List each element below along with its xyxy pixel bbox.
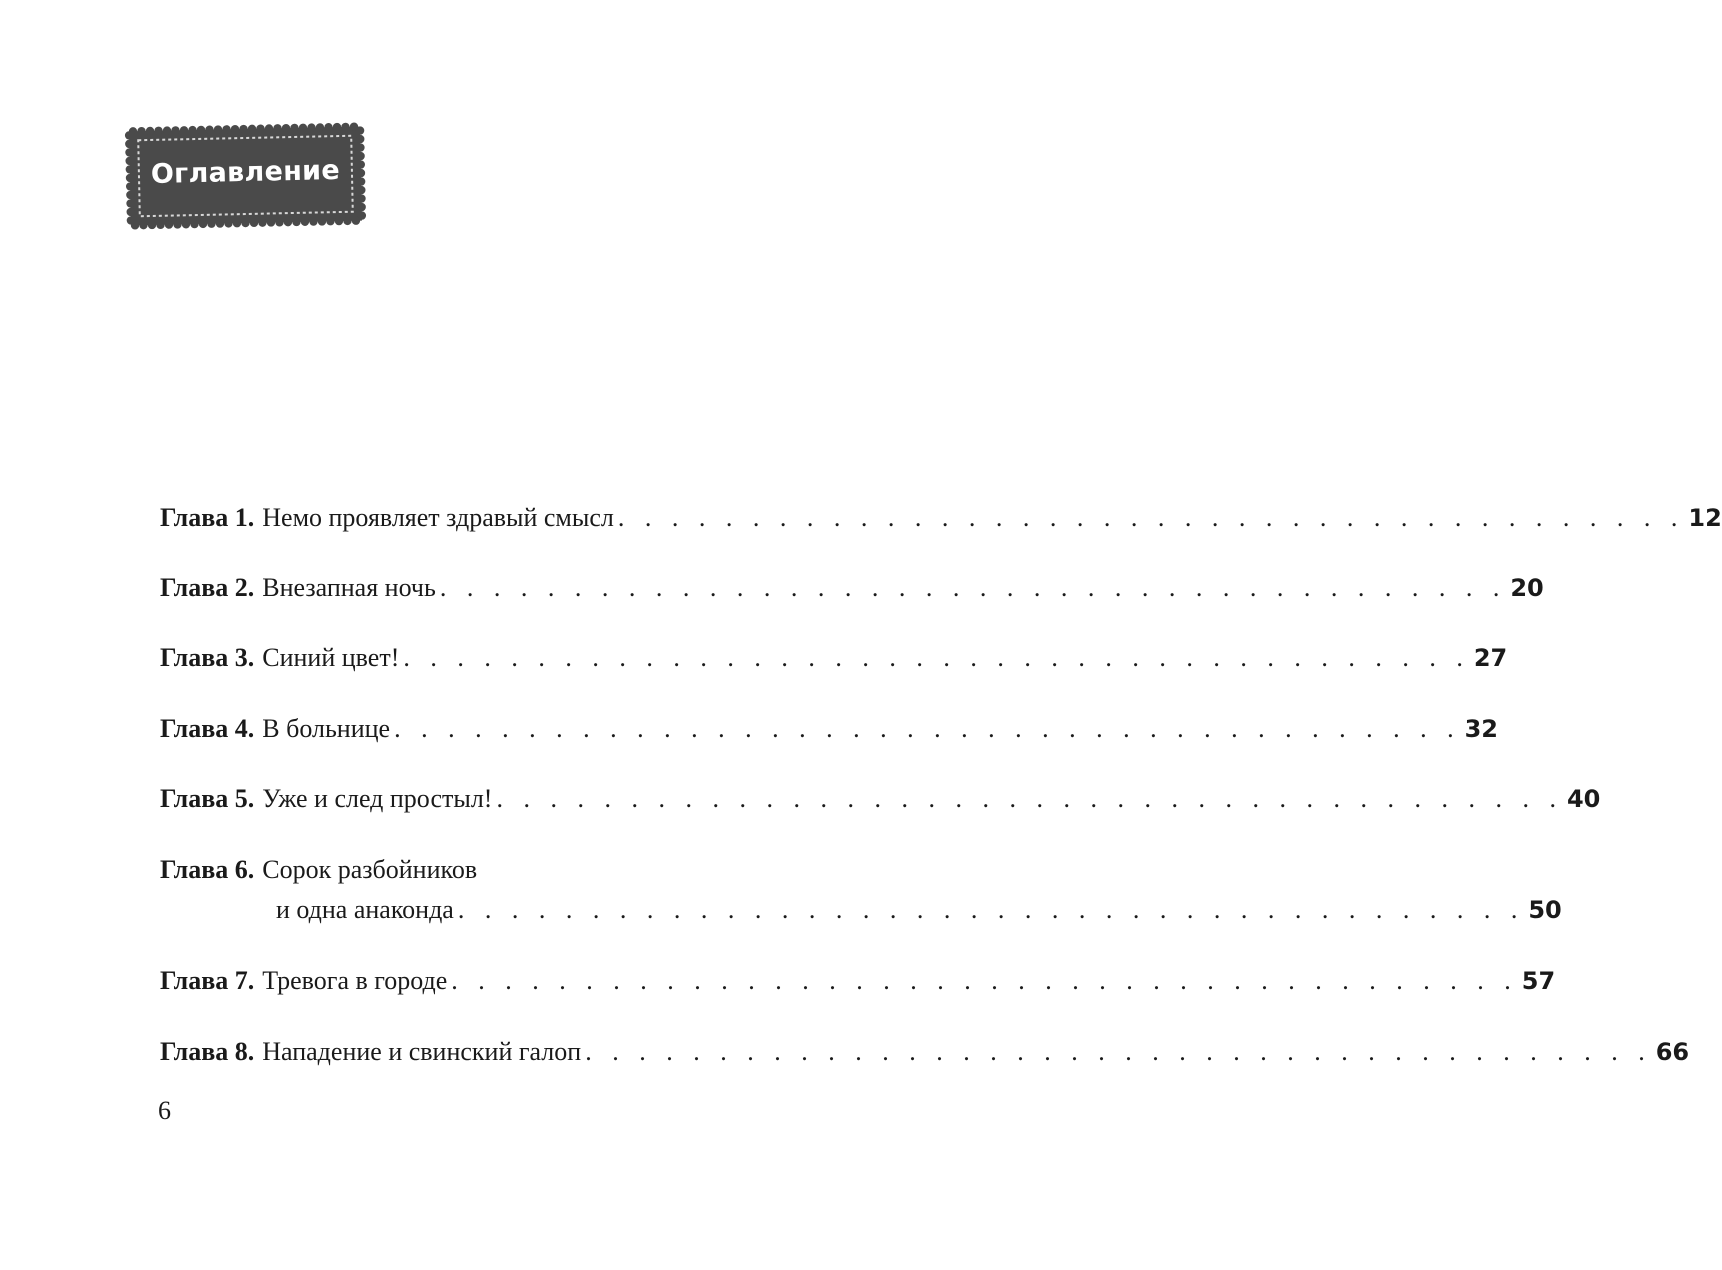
dot-leader: . . . . . . . . . . . . . . . . . . . . . . . . . . . . . . . . . . . . . . . . bbox=[439, 573, 1507, 602]
chapter-label: Глава 2. bbox=[160, 573, 255, 602]
dot-leader: . . . . . . . . . . . . . . . . . . . . . . . . . . . . . . . . . . . . . . . . bbox=[394, 714, 1461, 743]
chapter-page-number: 20 bbox=[1510, 574, 1544, 602]
toc-entry bbox=[160, 1032, 1690, 1072]
dot-leader: . . . . . . . . . . . . . . . . . . . . . . . . . . . . . . . . . . . . . . . . bbox=[617, 503, 1685, 532]
chapter-page-number: 40 bbox=[1566, 785, 1601, 813]
dot-leader: . . . . . . . . . . . . . . . . . . . . . . . . . . . . . . . . . . . . . . . . bbox=[451, 966, 1518, 995]
chapter-label: Глава 7. bbox=[160, 966, 255, 995]
chapter-page-number: 27 bbox=[1473, 644, 1508, 672]
toc-entry bbox=[160, 961, 1556, 1001]
chapter-title: В больнице bbox=[262, 714, 391, 743]
toc-entry bbox=[160, 850, 1562, 930]
chapter-title: Нападение и свинский галоп bbox=[262, 1037, 582, 1066]
toc-entry bbox=[160, 709, 1498, 749]
chapter-title: Уже и след простыл! bbox=[262, 784, 493, 813]
chapter-label: Глава 3. bbox=[160, 643, 255, 672]
chapter-label: Глава 6. bbox=[160, 855, 255, 884]
chapter-page-number: 12 bbox=[1688, 504, 1722, 532]
toc-entry bbox=[160, 498, 1722, 538]
chapter-label: Глава 4. bbox=[160, 714, 255, 743]
chapter-page-number: 57 bbox=[1521, 967, 1556, 995]
chapter-title: Тревога в городе bbox=[262, 966, 448, 995]
chapter-page-number: 32 bbox=[1464, 715, 1498, 743]
chapter-page-number: 50 bbox=[1528, 896, 1562, 924]
chapter-label: Глава 5. bbox=[160, 784, 255, 813]
toc-entry bbox=[160, 779, 1601, 819]
chapter-label: Глава 1. bbox=[160, 503, 255, 532]
chapter-title: Сорок разбойников bbox=[262, 855, 478, 884]
toc-entry bbox=[160, 568, 1544, 608]
dot-leader: . . . . . . . . . . . . . . . . . . . . . . . . . . . . . . . . . . . . . . . . bbox=[457, 895, 1525, 924]
chapter-title: Синий цвет! bbox=[262, 643, 400, 672]
chapter-title: Немо проявляет здравый смысл bbox=[262, 503, 614, 532]
page-number: 6 bbox=[158, 1096, 171, 1125]
chapter-title: и одна анаконда bbox=[276, 895, 454, 924]
toc-entry bbox=[160, 638, 1508, 678]
dot-leader: . . . . . . . . . . . . . . . . . . . . . . . . . . . . . . . . . . . . . . . . bbox=[403, 643, 1470, 672]
chapter-page-number: 66 bbox=[1655, 1038, 1690, 1066]
chapter-label: Глава 8. bbox=[160, 1037, 255, 1066]
dot-leader: . . . . . . . . . . . . . . . . . . . . . . . . . . . . . . . . . . . . . . . . bbox=[496, 784, 1563, 813]
chapter-title: Внезапная ночь bbox=[262, 573, 436, 602]
dot-leader: . . . . . . . . . . . . . . . . . . . . . . . . . . . . . . . . . . . . . . . . bbox=[585, 1037, 1652, 1066]
page-title: Оглавление bbox=[150, 155, 341, 190]
